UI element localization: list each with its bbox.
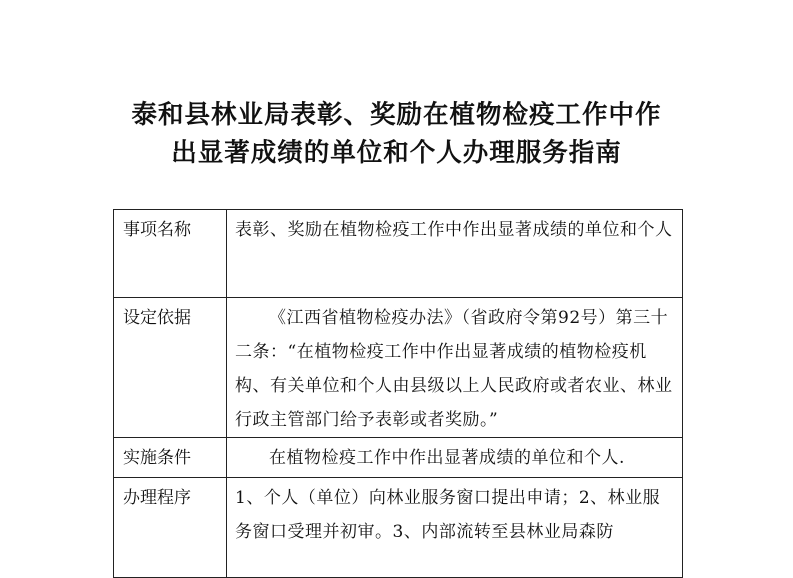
row-content-conditions (227, 438, 683, 478)
table-row (114, 438, 683, 478)
row-content-item-name: 表彰、奖励在植物检疫工作中作出显著成绩的单位和个人 (227, 210, 683, 298)
row-label-item-name: 事项名称 (114, 210, 227, 298)
row-content-legal-basis (227, 298, 683, 438)
row-label-procedure: 办理程序 (114, 478, 227, 578)
service-guide-table (113, 209, 683, 578)
page-title (0, 96, 793, 172)
conditions-text: 在植物检疫工作中作出显著成绩的单位和个人. (269, 448, 625, 468)
row-content-procedure: 1、个人（单位）向林业服务窗口提出申请；2、林业服务窗口受理并初审。3、内部流转至县林业局森防 (227, 478, 683, 578)
legal-basis-text: 《江西省植物检疫办法》（省政府令第92号）第三十二条：“在植物检疫工作中作出显著成绩的植物检疫机构、有关单位和个人由县级以上人民政府或者农业、林业行政主管部门给予表彰或者奖励。” (235, 308, 673, 430)
title-line-2: 出显著成绩的单位和个人办理服务指南 (171, 138, 622, 168)
table-row (114, 210, 683, 298)
title-line-1: 泰和县林业局表彰、奖励在植物检疫工作中作 (131, 100, 662, 130)
table-row (114, 298, 683, 438)
row-label-conditions: 实施条件 (114, 438, 227, 478)
row-label-legal-basis: 设定依据 (114, 298, 227, 438)
table-row (114, 478, 683, 578)
